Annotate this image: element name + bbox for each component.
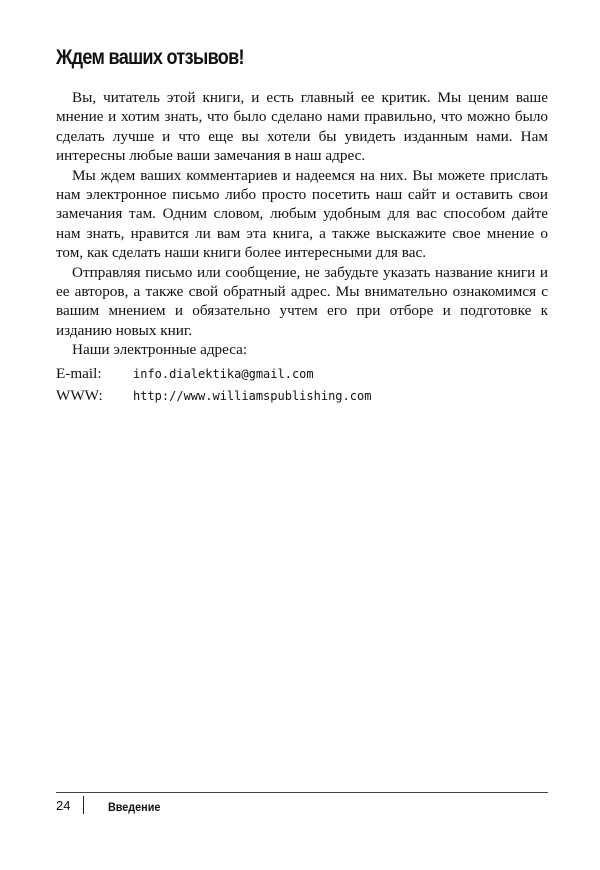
website-url: http://www.williamspublishing.com	[133, 389, 372, 403]
section-name: Введение	[108, 800, 161, 814]
footer-rule	[56, 792, 548, 793]
addresses-heading: Наши электронные адреса:	[72, 341, 248, 358]
body-text	[56, 88, 548, 340]
website-label: WWW:	[56, 387, 103, 404]
email-address: info.dialektika@gmail.com	[133, 367, 314, 381]
paragraph: Отправляя письмо или сообщение, не забудьте указать название книги и ее авторов, а также свой обратный адрес. Мы внимательно ознакомимся с вашим мнением и обязательно учтем его при отборе и подготовке к изданию новых книг.	[56, 263, 548, 339]
paragraph: Мы ждем ваших комментариев и надеемся на них. Вы можете прислать нам электронное письмо либо просто посетить наш сайт и оставить свои замечания там. Одним словом, любым удобным для вас способом дайте нам знать, нравится ли вам эта книга, а также выскажите свое мнение о том, как сделать наши книги более интересными для вас.	[56, 166, 548, 262]
page-number: 24	[56, 798, 71, 813]
footer-separator	[83, 796, 84, 814]
paragraph: Вы, читатель этой книги, и есть главный ее критик. Мы ценим ваше мнение и хотим знать, что было сделано нами правильно, что можно было сделать лучше и что еще вы хотели бы увидеть изданным нами. Нам интересны любые ваши замечания в наш адрес.	[56, 89, 548, 165]
email-label: E-mail:	[56, 365, 102, 382]
page-title: Ждем ваших отзывов!	[56, 46, 244, 69]
